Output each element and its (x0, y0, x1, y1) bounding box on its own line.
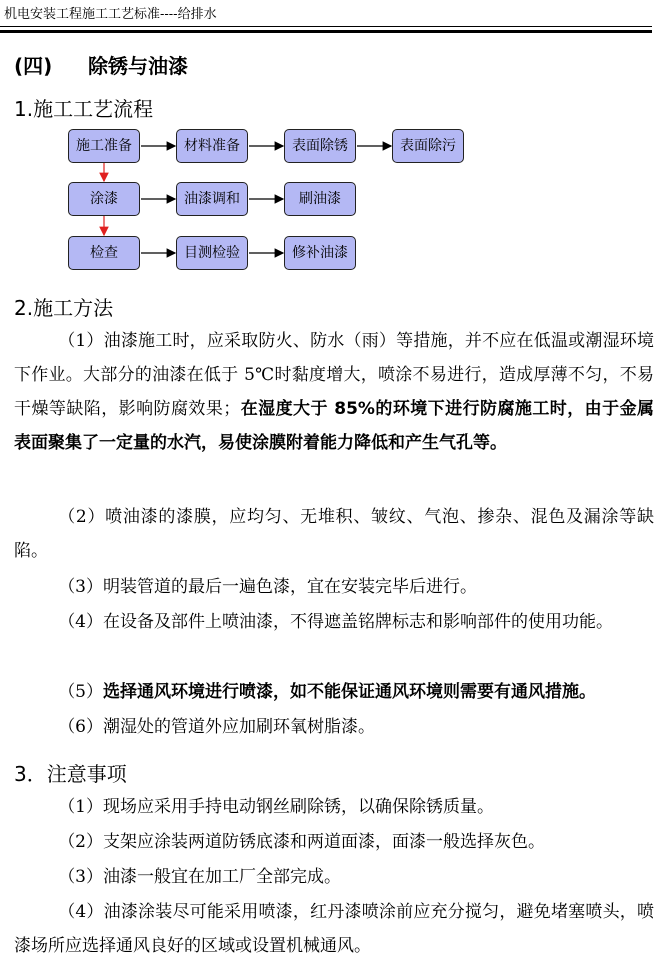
note-3: （3）油漆一般宜在加工厂全部完成。 (58, 867, 342, 887)
flow-box-inspect: 检查 (68, 236, 140, 270)
method-paragraph-6: （6）潮湿处的管道外应加刷环氧树脂漆。 (58, 717, 376, 737)
flow-box-visual-check: 目测检验 (176, 236, 248, 270)
note-1: （1）现场应采用手持电动钢丝刷除锈，以确保除锈质量。 (58, 797, 495, 817)
method-paragraph-5 (14, 675, 654, 709)
flow-box-derust: 表面除锈 (284, 129, 356, 163)
method-p1-normal: （1）油漆施工时，应采取防火、防水（雨）等措施，并不应在低温或潮湿环境下作业。大部分的油漆在低于 5℃时黏度增大，喷涂不易进行，造成厚薄不匀，不易干燥等缺陷，影响防腐效果； (14, 331, 654, 419)
method-p5-bold: 选择通风环境进行喷漆，如不能保证通风环境则需要有通风措施。 (103, 682, 597, 702)
method-paragraph-2: （2）喷油漆的漆膜，应均匀、无堆积、皱纹、气泡、掺杂、混色及漏涂等缺陷。 (14, 507, 654, 561)
heading-process-flow: 1.施工工艺流程 (14, 97, 154, 121)
section-number: (四) (14, 54, 53, 78)
heading-notes: 3．注意事项 (14, 762, 127, 786)
flow-box-material: 材料准备 (176, 129, 248, 163)
page-header-title: 机电安装工程施工工艺标准----给排水 (4, 7, 217, 22)
heading-method: 2.施工方法 (14, 296, 114, 320)
flow-box-brush-paint: 刷油漆 (284, 182, 356, 216)
flow-box-paint: 涂漆 (68, 182, 140, 216)
flow-box-decontaminate: 表面除污 (392, 129, 464, 163)
method-paragraph-3: （3）明装管道的最后一遍色漆，宜在安装完毕后进行。 (58, 577, 478, 597)
method-paragraph-4: （4）在设备及部件上喷油漆，不得遮盖铭牌标志和影响部件的使用功能。 (58, 612, 614, 632)
note-2: （2）支架应涂装两道防锈底漆和两道面漆，面漆一般选择灰色。 (58, 832, 546, 852)
flow-box-touch-up: 修补油漆 (284, 236, 356, 270)
flow-box-prep: 施工准备 (68, 129, 140, 163)
section-title: 除锈与油漆 (88, 54, 188, 78)
method-p1-bold: 在湿度大于 85%的环境下进行防腐施工时，由于金属表面聚集了一定量的水汽，易使涂膜附着能力降低和产生气孔等。 (14, 399, 655, 453)
note-4: （4）油漆涂装尽可能采用喷漆，红丹漆喷涂前应充分搅匀，避免堵塞喷头，喷漆场所应选择通风良好的区域或设置机械通风。 (14, 902, 654, 956)
flow-box-mix-paint: 油漆调和 (176, 182, 248, 216)
method-paragraph-1 (14, 324, 654, 460)
method-p5-number: （5） (58, 682, 104, 702)
